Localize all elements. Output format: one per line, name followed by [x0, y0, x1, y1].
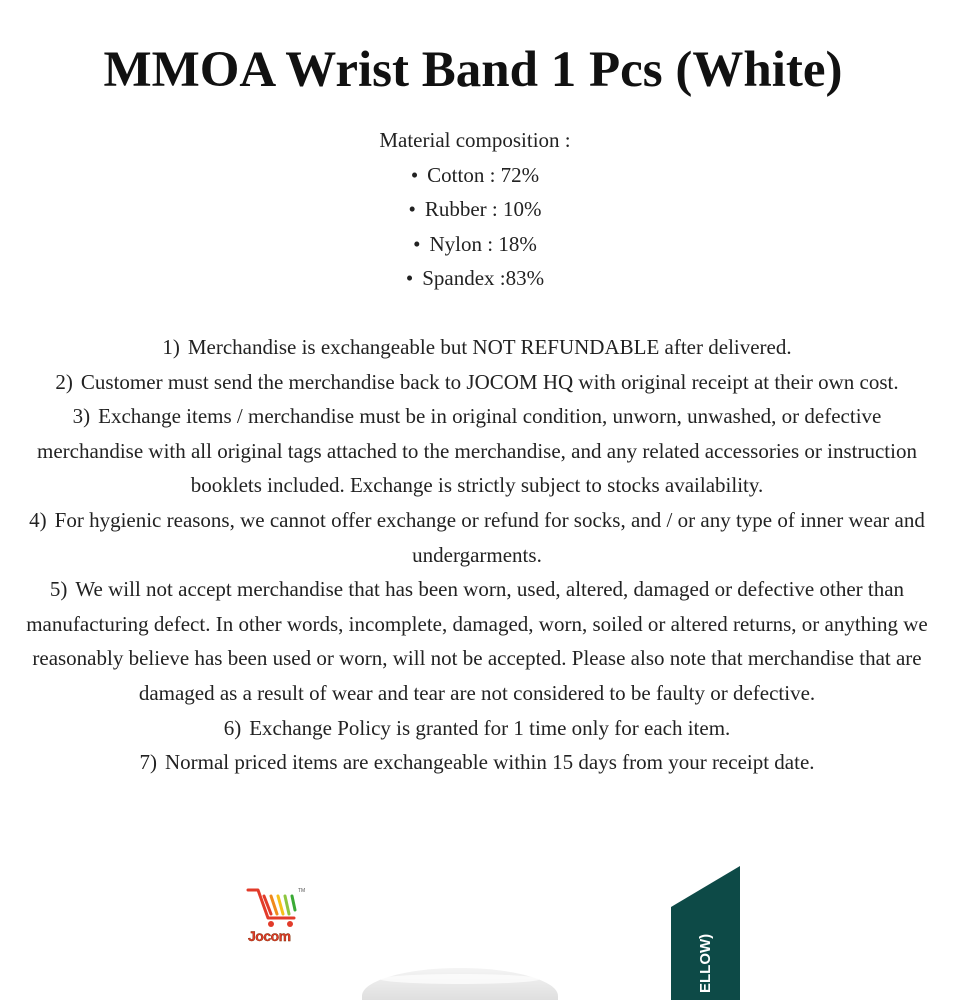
policy-text: Normal priced items are exchangeable within 15 days from your receipt date.: [164, 750, 815, 775]
material-heading: Material composition :: [379, 128, 571, 152]
policy-text: Exchange items / merchandise must be in original condition, unworn, unwashed, or defective merchandise with all original tags attached to the merchandise, and any related accessories or instruction booklets included. Exchange is strictly subject to stocks availability.: [37, 404, 917, 498]
policy-number: 2): [55, 369, 73, 394]
exchange-policy: [26, 330, 928, 780]
policy-item: [26, 399, 928, 503]
policy-number: 1): [162, 335, 180, 359]
jocom-logo: [246, 884, 306, 946]
policy-text: Customer must send the merchandise back to JOCOM HQ with original receipt at their own cost.: [80, 369, 899, 394]
policy-text: Merchandise is exchangeable but NOT REFUNDABLE after delivered.: [187, 335, 792, 359]
product-image: [0, 860, 960, 1000]
policy-number: 7): [139, 750, 157, 775]
policy-text: We will not accept merchandise that has been worn, used, altered, damaged or defective other than manufacturing defect. In other words, incomplete, damaged, worn, soiled or altered returns, or anything we reasonably believe has been used or worn, will not be accepted. Please also note that merchandise that are damaged as a result of wear and tear are not considered to be faulty or defective.: [26, 577, 928, 705]
product-title: MMOA Wrist Band 1 Pcs (White): [103, 42, 843, 98]
svg-text:TM: TM: [298, 888, 306, 894]
wrist-band-photo: [362, 968, 558, 1000]
policy-number: 4): [29, 507, 47, 532]
policy-item: [26, 365, 928, 400]
material-item-spandex: • Spandex :83%: [0, 261, 950, 296]
material-composition: [0, 123, 950, 296]
material-item-cotton: • Cotton : 72%: [0, 158, 950, 193]
policy-item: [26, 745, 928, 780]
policy-item: [26, 503, 928, 572]
policy-text: For hygienic reasons, we cannot offer exchange or refund for socks, and / or any type of inner wear and undergarments.: [54, 507, 925, 567]
policy-number: 6): [223, 715, 242, 740]
policy-number: 5): [49, 577, 68, 602]
policy-number: 3): [72, 404, 91, 429]
policy-text: Exchange Policy is granted for 1 time only for each item.: [249, 715, 731, 740]
logo-text: Jocom: [248, 928, 291, 944]
policy-item: [26, 711, 928, 746]
ribbon-label: ELLOW): [697, 934, 714, 994]
policy-item: [26, 572, 928, 710]
cart-icon: [246, 884, 306, 930]
material-item-nylon: • Nylon : 18%: [0, 227, 950, 262]
material-item-rubber: • Rubber : 10%: [0, 192, 950, 227]
policy-item: [26, 330, 928, 365]
material-list: [0, 158, 950, 296]
